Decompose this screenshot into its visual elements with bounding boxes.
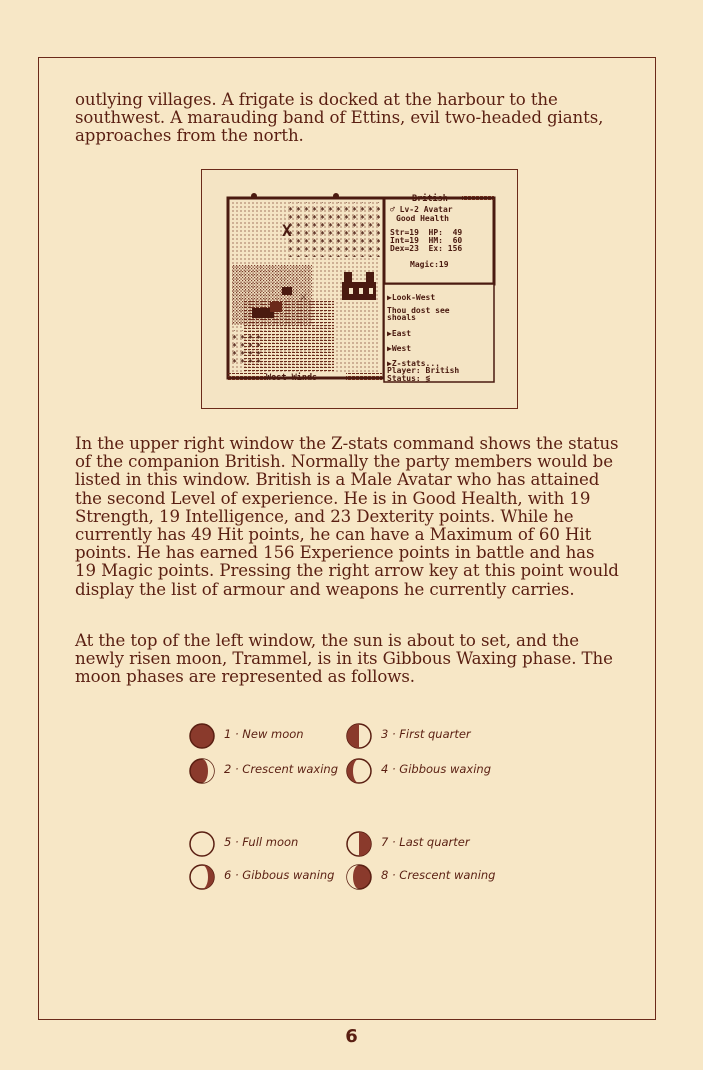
moon-gibbous-waning-icon <box>188 863 216 891</box>
stats-magic: Magic:19 <box>410 260 449 269</box>
message-line: ▶Z-stats... <box>387 359 440 368</box>
message-line: shoals <box>387 313 416 322</box>
moon-new-icon <box>188 722 216 750</box>
game-screen <box>224 190 499 385</box>
message-line: ▶West <box>387 344 412 353</box>
page-number: 6 <box>345 1026 358 1047</box>
stats-name: British <box>412 194 448 204</box>
paragraph-zstats: In the upper right window the Z-stats command shows the status of the companion British. Normally the party members would be listed in this window. British is a Male Avatar who has attained the second Level of experience. He is in Good Health, with 19 Strength, 19 Intelligence, and 23 Dexterity points. While he currently has 49 Hit points, he can have a Maximum of 60 Hit points. He has earned 156 Experience points in battle and has 19 Magic points. Pressing the right arrow key at this point would display the list of armour and weapons he currently carries. <box>75 434 619 599</box>
message-line: Status: ≶ <box>387 374 431 383</box>
moon-phase-label: 3 · First quarter <box>381 727 471 741</box>
moon-first-quarter-icon <box>345 722 373 750</box>
moon-phase-label: 7 · Last quarter <box>381 835 470 849</box>
moon-phase-label: 5 · Full moon <box>224 835 299 849</box>
moon-last-quarter-icon <box>345 830 373 858</box>
stats-row-1: Str=19 HP: 49 <box>390 228 463 237</box>
wind-indicator: West Winds <box>266 373 318 383</box>
svg-text:⚔: ⚔ <box>300 289 308 303</box>
game-screenshot <box>201 169 518 409</box>
moon-gibbous-waxing-icon <box>345 757 373 785</box>
paragraph-intro: outlying villages. A frigate is docked at the harbour to the southwest. A marauding band of Ettins, evil two-headed giants, approaches from the north. <box>75 90 604 146</box>
message-line: Player: British <box>387 366 460 375</box>
message-line: Thou dost see <box>387 306 450 315</box>
svg-text:X: X <box>282 221 292 240</box>
stats-row-2: Int=19 HM: 60 <box>390 236 463 245</box>
stats-health: Good Health <box>396 214 449 223</box>
moon-crescent-waxing-icon <box>188 757 216 785</box>
stats-row-3: Dex=23 Ex: 156 <box>390 244 463 253</box>
message-line: ▶Look-West <box>387 293 436 302</box>
moon-crescent-waning-icon <box>345 863 373 891</box>
moon-phase-label: 8 · Crescent waning <box>381 868 496 882</box>
paragraph-moon: At the top of the left window, the sun is about to set, and the newly risen moon, Trammel, is in its Gibbous Waxing phase. The moon phases are represented as follows. <box>75 631 613 687</box>
moon-phase-label: 4 · Gibbous waxing <box>381 762 492 776</box>
moon-phase-label: 2 · Crescent waxing <box>224 762 339 776</box>
moon-full-icon <box>188 830 216 858</box>
stats-level: ♂ Lv-2 Avatar <box>390 205 453 214</box>
moon-phase-label: 6 · Gibbous waning <box>224 868 335 882</box>
message-line: ▶East <box>387 329 412 338</box>
moon-phase-label: 1 · New moon <box>224 727 304 741</box>
